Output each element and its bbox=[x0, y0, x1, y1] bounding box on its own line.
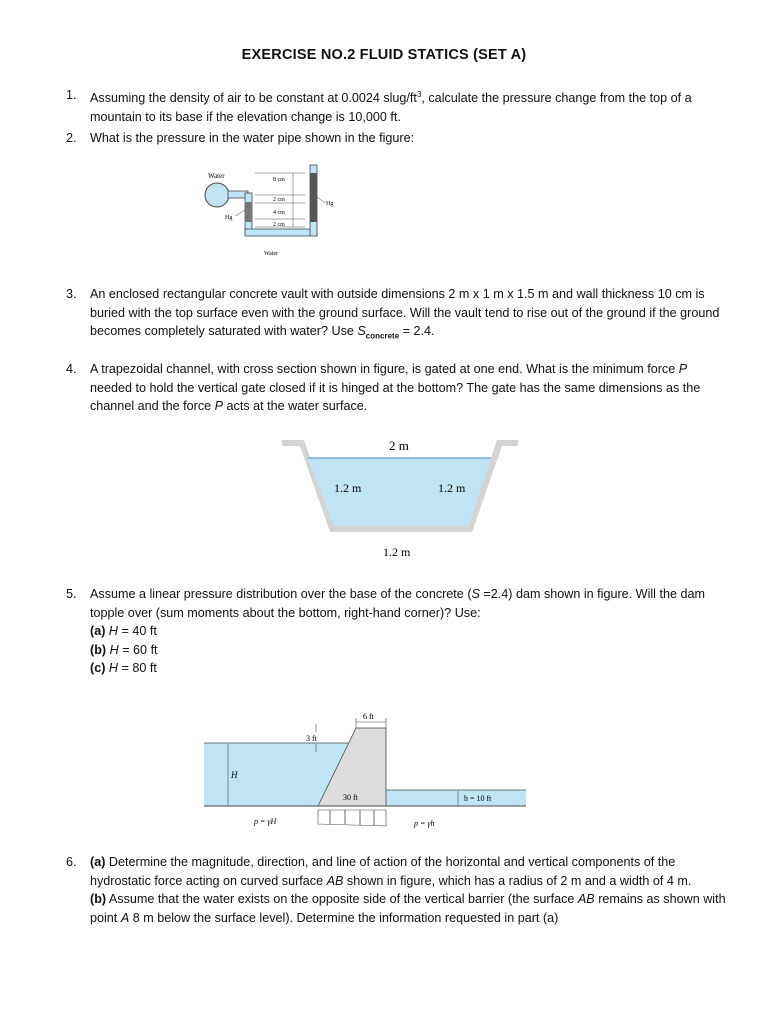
dim-H: H bbox=[231, 770, 238, 780]
question-part-b: (b) H = 60 ft bbox=[90, 642, 158, 657]
label-p-right: p = γh bbox=[414, 819, 435, 828]
dim-8cm: 8 cm bbox=[273, 177, 285, 183]
dim-2cm-upper: 2 cm bbox=[273, 197, 285, 203]
dim-bottom-width: 1.2 m bbox=[383, 545, 411, 559]
question-part-c: (c) H = 80 ft bbox=[90, 661, 157, 675]
label-hg-right: Hg bbox=[326, 201, 334, 207]
dim-base: 30 ft bbox=[343, 793, 358, 802]
question-part-b: (b) Assume that the water exists on the opposite side of the vertical barrier (the surface AB remains as shown with point A 8 m below the surface level). Determine the information requested in part (a) bbox=[90, 892, 726, 925]
manometer-figure bbox=[195, 155, 365, 265]
dim-top-width: 2 m bbox=[389, 438, 409, 453]
label-water-bottom: Water bbox=[264, 251, 279, 257]
question-number: 6. bbox=[66, 855, 77, 869]
label-hg-left: Hg bbox=[225, 215, 233, 221]
dim-h: h = 10 ft bbox=[464, 794, 492, 803]
question-text: What is the pressure in the water pipe shown in the figure: bbox=[90, 131, 415, 145]
question-number: 5. bbox=[66, 587, 77, 601]
question-part-a: (a) H = 40 ft bbox=[90, 624, 157, 638]
dam-figure bbox=[200, 710, 530, 835]
question-number: 4. bbox=[66, 362, 77, 376]
question-number: 2. bbox=[66, 131, 77, 145]
dim-2cm-lower: 2 cm bbox=[273, 222, 285, 228]
question-part-a: (a) Determine the magnitude, direction, and line of action of the horizontal and vertical components of the hydrostatic force acting on curved surface AB shown in figure, which has a radius of 2 m and a width of 4 m. bbox=[90, 855, 692, 888]
label-p-left: p = γH bbox=[254, 817, 277, 826]
channel-figure bbox=[282, 430, 522, 565]
question-1 bbox=[66, 86, 726, 126]
question-4 bbox=[66, 360, 726, 416]
question-3 bbox=[66, 285, 726, 346]
question-number: 3. bbox=[66, 287, 77, 301]
question-number: 1. bbox=[66, 88, 77, 102]
question-text: An enclosed rectangular concrete vault with outside dimensions 2 m x 1 m x 1.5 m and wall thickness 10 cm is buried with the top surface even with the ground surface. Will the vault tend to rise out of the ground if the ground becomes completely saturated with water? Use $S_{concrete} = 2.4$. bbox=[90, 287, 720, 341]
dim-4cm: 4 cm bbox=[273, 210, 285, 216]
dim-top-width: 6 ft bbox=[363, 712, 374, 721]
question-text: Assume a linear pressure distribution over the base of the concrete (S =2.4) dam shown in figure. Will the dam topple over (sum moments about the bottom, right-hand corner)? Use: bbox=[90, 587, 705, 620]
question-text: Assuming the density of air to be constant at 0.0024 slug/$ft^3$, calculate the pressure change from the top of a mountain to its base if the elevation change is 10,000 ft. bbox=[90, 90, 692, 124]
dim-offset: 3 ft bbox=[306, 734, 317, 743]
question-text: A trapezoidal channel, with cross section shown in figure, is gated at one end. What is the minimum force P needed to hold the vertical gate closed if it is hinged at the bottom? The gate has the same dimensions as the channel and the force P acts at the water surface. bbox=[90, 362, 701, 413]
question-2 bbox=[66, 129, 726, 148]
dim-right-side: 1.2 m bbox=[438, 481, 466, 495]
dim-left-side: 1.2 m bbox=[334, 481, 362, 495]
question-6 bbox=[66, 853, 726, 927]
label-water-top: Water bbox=[208, 172, 225, 180]
question-5 bbox=[66, 585, 726, 678]
page-title: EXERCISE NO.2 FLUID STATICS (SET A) bbox=[241, 47, 527, 63]
